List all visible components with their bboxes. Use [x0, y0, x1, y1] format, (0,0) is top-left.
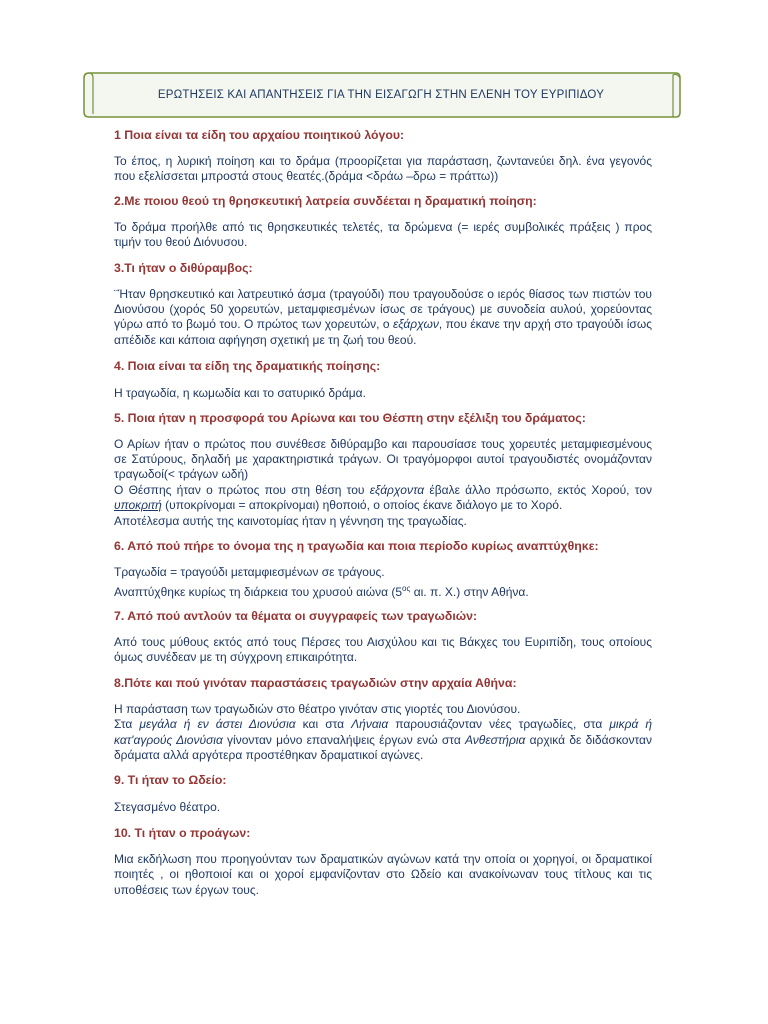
question-3: 3.Τι ήταν ο διθύραμβος:: [114, 260, 253, 275]
answer-2: [114, 220, 652, 251]
title-banner: [80, 70, 682, 120]
answer-2-text: Το δράμα προήλθε από τις θρησκευτικές τελετές, τα δρώμενα (= ιερές συμβολικές πράξεις ) προς τιμήν του θεού Διόνυσου.: [114, 219, 652, 250]
answer-1-text: Το έπος, η λυρική ποίηση και το δράμα (προορίζεται για παράσταση, ζωντανεύει δηλ. ένα γεγονός που εξελίσσεται μπροστά στους θεατές.(δράμα <δράω –δρω = πράττω)): [114, 154, 652, 184]
page-title: ΕΡΩΤΗΣΕΙΣ ΚΑΙ ΑΠΑΝΤΗΣΕΙΣ ΓΙΑ ΤΗΝ ΕΙΣΑΓΩΓΗ ΣΤΗΝ ΕΛΕΝΗ ΤΟΥ ΕΥΡΙΠΙΔΟΥ: [157, 89, 605, 101]
answer-6: [114, 565, 652, 600]
answer-1: [114, 154, 652, 185]
question-2: 2.Με ποιου θεού τη θρησκευτική λατρεία συνδέεται η δραματική ποίηση:: [114, 193, 537, 208]
question-1: 1 Ποια είναι τα είδη του αρχαίου ποιητικού λόγου:: [114, 128, 405, 142]
question-10: 10. Τι ήταν ο προάγων:: [114, 825, 251, 840]
answer-4: [114, 386, 652, 401]
answer-8-para-1: Η παράσταση των τραγωδιών στο θέατρο γινόταν στις γιορτές του Διονύσου.: [114, 701, 521, 716]
answer-5-para-1: Ο Αρίων ήταν ο πρώτος που συνέθεσε διθύραμβο και παρουσίασε τους χορευτές μεταμφιεσμένους σε Σατύρους, δηλαδή με χαρακτηριστικά τράγων. Οι τραγόμορφοι αυτοί τραγουδιστές ονομάζονταν τραγωδοί(< τράγων ωδή): [114, 436, 652, 482]
answer-10-text: Μια εκδήλωση που προηγούνταν των δραματικών αγώνων κατά την οποία οι χορηγοί, οι δραματικοί ποιητές , οι ηθοποιοί και οι χοροί εμφανίζονταν στο Ωδείο και ανακοίνωναν τους τίτλους και τις υποθέσεις των έργων τους.: [114, 851, 652, 897]
answer-10: [114, 852, 652, 898]
question-8: 8.Πότε και πού γινόταν παραστάσεις τραγωδιών στην αρχαία Αθήνα:: [114, 675, 517, 690]
answer-6-para-1: Τραγωδία = τραγούδι μεταμφιεσμένων σε τράγους.: [114, 565, 385, 580]
answer-4-text: Η τραγωδία, η κωμωδία και το σατυρικό δράμα.: [114, 386, 366, 401]
question-4: 4. Ποια είναι τα είδη της δραματικής ποίησης:: [114, 359, 381, 374]
question-6: 6. Από πού πήρε το όνομα της η τραγωδία και ποια περίοδο κυρίως αναπτύχθηκε:: [114, 539, 599, 554]
answer-8-para-2: Στα μεγάλα ή εν άστει Διονύσια και στα Λήναια παρουσιάζονταν νέες τραγωδίες, στα μικρά ή κατ'αγρούς Διονύσια γίνονταν μόνο επαναλήψεις έργων ενώ στα Ανθεστήρια αρχικά δε διδάσκονταν δράματα αλλά αργότερα προστέθηκαν δραματικοί αγώνες.: [114, 717, 652, 762]
answer-5-para-3: Αποτέλεσμα αυτής της καινοτομίας ήταν η γέννηση της τραγωδίας.: [114, 513, 467, 528]
answer-8: [114, 702, 652, 764]
answer-7: [114, 635, 652, 666]
answer-6-para-2: Αναπτύχθηκε κυρίως τη διάρκεια του χρυσού αιώνα ($5^{o\varsigma}$ αι. π. Χ.) στην Αθήνα.: [114, 583, 529, 599]
qa-content: [114, 128, 652, 898]
answer-7-text: Από τους μύθους εκτός από τους Πέρσες του Αισχύλου και τις Βάκχες του Ευριπίδη, τους οποίους όμως συνέδεαν με τη σύγχρονη επικαιρότητα.: [114, 634, 652, 665]
answer-5: [114, 437, 652, 529]
question-7: 7. Από πού αντλούν τα θέματα οι συγγραφείς των τραγωδιών:: [114, 608, 478, 623]
question-9: 9. Τι ήταν το Ωδείο:: [114, 773, 227, 788]
answer-5-para-2: Ο Θέσπης ήταν ο πρώτος που στη θέση του εξάρχοντα έβαλε άλλο πρόσωπο, εκτός Χορού, τον υποκριτή (υποκρίνομαι = αποκρίνομαι) ηθοποιό, ο οποίος έκανε διάλογο με το Χορό.: [114, 482, 653, 513]
question-5: 5. Ποια ήταν η προσφορά του Αρίωνα και του Θέσπη στην εξέλιξη του δράματος:: [114, 410, 586, 425]
answer-3: [114, 287, 652, 349]
answer-9: [114, 800, 652, 815]
answer-3-text: ¨Ήταν θρησκευτικό και λατρευτικό άσμα (τραγούδι) που τραγουδούσε ο ιερός θίασος των πιστών του Διονύσου (χορός 50 χορευτών, μεταμφιεσμένων ίσως σε τράγους) με συνοδεία αυλού, χορεύοντας γύρω από το βωμό του. Ο πρώτος των χορευτών, ο εξάρχων, που έκανε την αρχή στο τραγούδι ίσως απέδιδε και κάποια αφήγηση σχετική με τη ζωή του θεού.: [114, 286, 652, 347]
answer-9-text: Στεγασμένο θέατρο.: [114, 800, 221, 815]
